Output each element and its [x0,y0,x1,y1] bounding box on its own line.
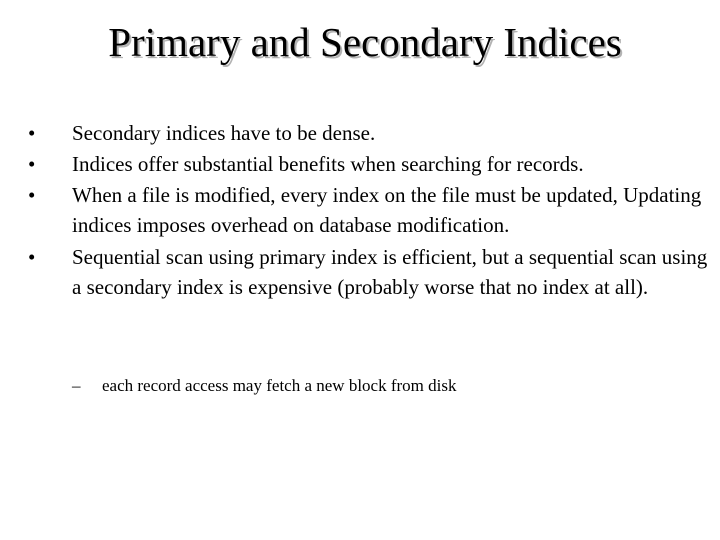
bullet-item [28,118,708,148]
bullet-marker: • [28,121,36,145]
bullet-marker: • [28,245,36,269]
slide-title: Primary and Secondary Indices [108,19,622,65]
bullet-text: Secondary indices have to be dense. [72,121,376,145]
bullet-text: When a file is modified, every index on the file must be updated, Updating indices imposes overhead on database modification. [72,183,702,237]
bullet-item [28,242,708,302]
sub-bullet-text: each record access may fetch a new block from disk [102,376,457,395]
bullet-item [28,180,708,240]
sub-bullet-marker: – [72,376,81,395]
bullet-item [28,149,708,179]
bullet-text: Indices offer substantial benefits when searching for records. [72,152,584,176]
bullet-marker: • [28,152,36,176]
bullet-marker: • [28,183,36,207]
bullet-text: Sequential scan using primary index is efficient, but a sequential scan using a secondary index is expensive (probably worse that no index at all). [72,245,708,299]
bullet-list [28,118,708,304]
sub-bullet-item [72,374,456,398]
